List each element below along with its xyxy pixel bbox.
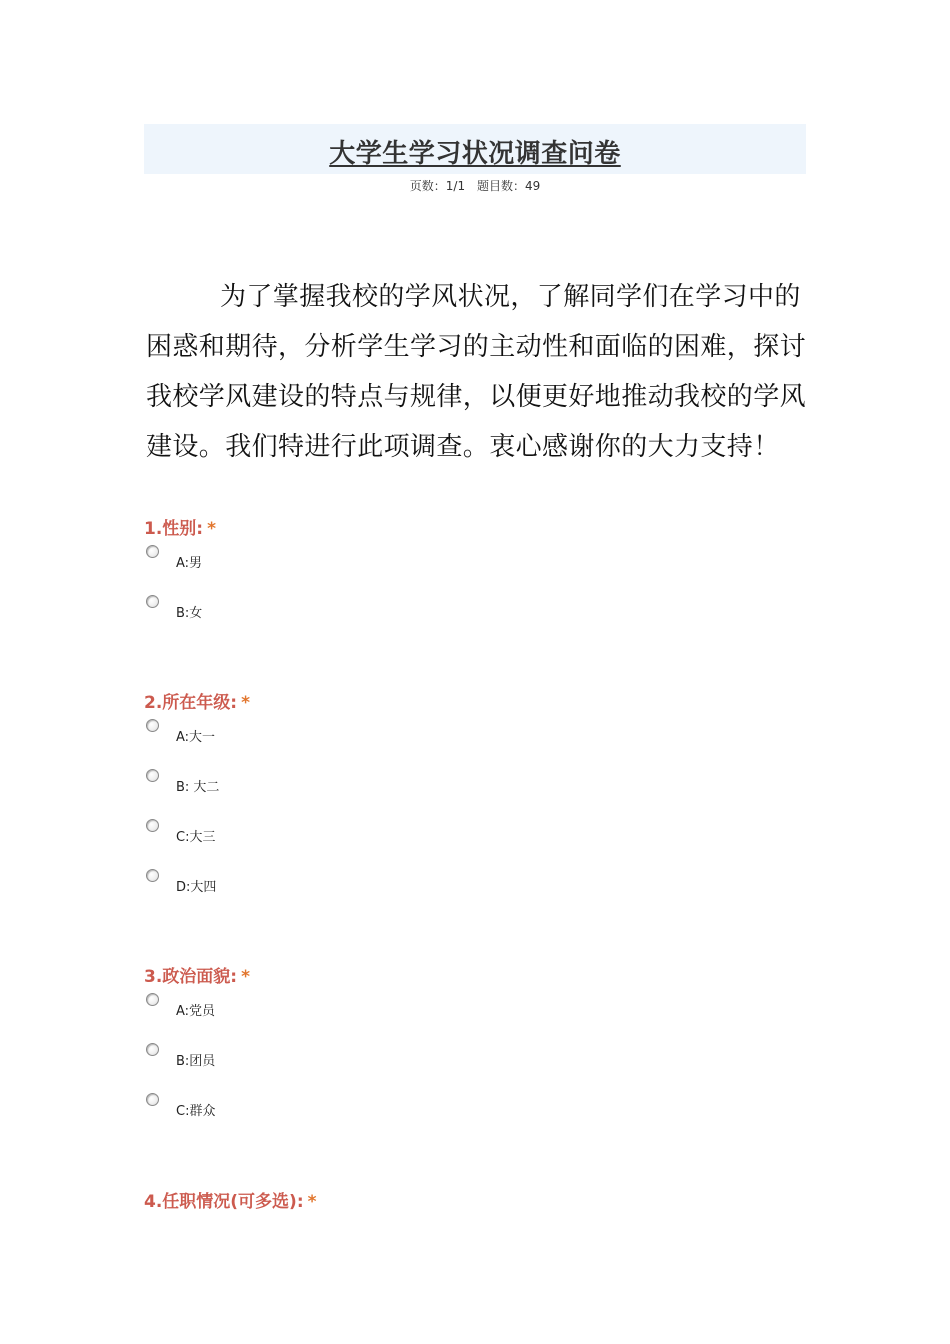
question-count: 题目数：49 <box>476 179 541 193</box>
question-title: 4.任职情况(可多选): * <box>144 1192 317 1212</box>
required-mark: * <box>207 519 216 539</box>
radio-button[interactable] <box>146 1093 159 1106</box>
question-title: 3.政治面貌: * <box>144 967 250 987</box>
radio-button[interactable] <box>146 869 159 882</box>
question-title: 1.性别: * <box>144 519 216 539</box>
radio-button[interactable] <box>146 769 159 782</box>
radio-button[interactable] <box>146 1043 159 1056</box>
question-4 <box>144 1190 806 1214</box>
option-label: B:女 <box>176 606 203 621</box>
option-label: D:大四 <box>176 880 217 895</box>
option-label: C:群众 <box>176 1104 216 1119</box>
option-masses[interactable] <box>144 1089 806 1139</box>
option-party-member[interactable] <box>144 989 806 1039</box>
required-mark: * <box>241 693 250 713</box>
option-senior[interactable] <box>144 865 806 915</box>
radio-button[interactable] <box>146 595 159 608</box>
radio-button[interactable] <box>146 819 159 832</box>
title-bar <box>144 124 806 174</box>
required-mark: * <box>241 967 250 987</box>
option-label: A:男 <box>176 556 203 571</box>
option-male[interactable] <box>144 541 806 591</box>
survey-meta <box>144 177 806 194</box>
required-mark: * <box>307 1192 317 1212</box>
page-title: 大学生学习状况调查问卷 <box>329 139 621 169</box>
question-2 <box>144 691 806 915</box>
question-title: 2.所在年级: * <box>144 693 250 713</box>
question-1 <box>144 517 806 641</box>
option-freshman[interactable] <box>144 715 806 765</box>
radio-button[interactable] <box>146 719 159 732</box>
question-3 <box>144 965 806 1139</box>
intro-paragraph: 为了掌握我校的学风状况，了解同学们在学习中的困惑和期待，分析学生学习的主动性和面临的困难，探讨我校学风建设的特点与规律，以便更好地推动我校的学风建设。我们特进行此项调查。衷心感谢你的大力支持！ <box>146 282 807 462</box>
option-label: B:团员 <box>176 1054 216 1069</box>
option-league-member[interactable] <box>144 1039 806 1089</box>
option-label: A:大一 <box>176 730 216 745</box>
page-count: 页数：1/1 <box>409 179 466 193</box>
option-label: B: 大二 <box>176 780 220 795</box>
option-female[interactable] <box>144 591 806 641</box>
option-junior[interactable] <box>144 815 806 865</box>
radio-button[interactable] <box>146 545 159 558</box>
option-sophomore[interactable] <box>144 765 806 815</box>
option-label: C:大三 <box>176 830 216 845</box>
radio-button[interactable] <box>146 993 159 1006</box>
option-label: A:党员 <box>176 1004 216 1019</box>
